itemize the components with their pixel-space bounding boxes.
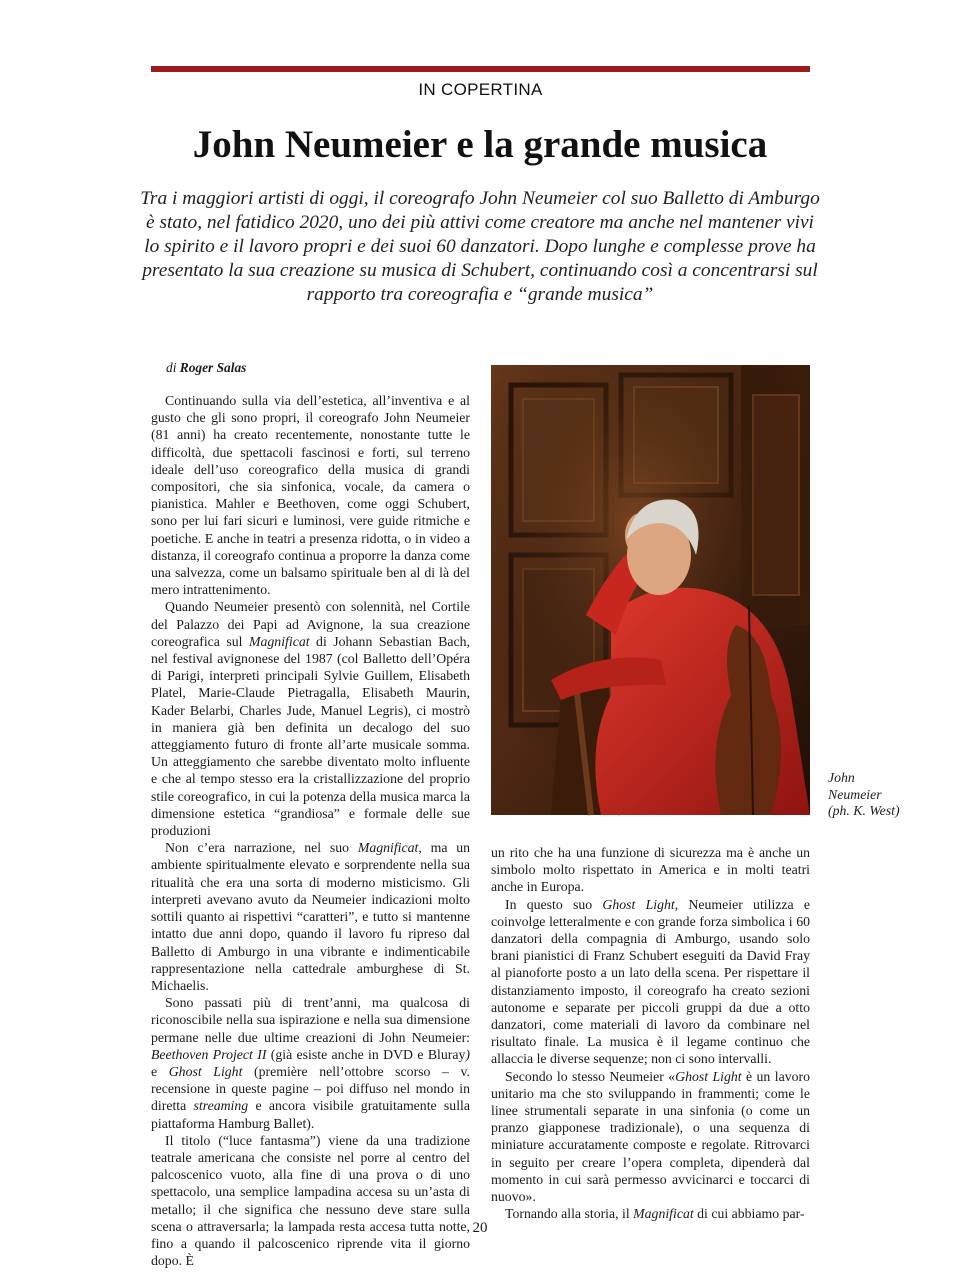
article-title: John Neumeier e la grande musica bbox=[192, 123, 768, 166]
caption-line: (ph. K. West) bbox=[828, 803, 900, 818]
header-rule bbox=[151, 66, 810, 72]
byline-prefix: di bbox=[166, 360, 177, 375]
paragraph: Tornando alla storia, il Magnificat di cui abbiamo par- bbox=[505, 1206, 805, 1222]
right-column bbox=[491, 844, 811, 1222]
left-column bbox=[151, 392, 471, 1269]
paragraph: Non c’era narrazione, nel suo Magnificat, ma un ambiente spiritualmente elevato e sorprendente nella sua ritualità che era una sorta di moderno misticismo. Gli interpreti avevano avuto da Neumeier indicazioni molto sottili quanto ai rispettivi “caratteri”, e tutto si mantenne intatto due anni dopo, quando il lavoro fu ripreso dal Balletto di Amburgo in una vibrante e indimenticabile rappresentazione nella cattedrale amburghese di St. Michaelis. bbox=[151, 840, 471, 993]
section-label: IN COPERTINA bbox=[418, 80, 543, 99]
portrait-illustration bbox=[491, 365, 810, 815]
article-standfirst: Tra i maggiori artisti di oggi, il coreografo John Neumeier col suo Balletto di Amburgo è stato, nel fatidico 2020, uno dei più attivi come creatore ma anche nel mantener vivi lo spirito e il lavoro propri e dei suoi 60 danzatori. Dopo lunghe e complesse prove ha presentato la sua creazione su musica di Schubert, continuando così a concentrarsi sul rapporto tra coreografia e “grande musica” bbox=[140, 188, 820, 305]
portrait-photo bbox=[491, 365, 810, 815]
paragraph: Continuando sulla via dell’estetica, all’inventiva e al gusto che gli sono propri, il coreografo John Neumeier (81 anni) ha creato recentemente, nonostante tutte le difficoltà, due spettacoli fascinosi e forti, sul terreno ideale dell’uso coreografico della musica di grandi compositori, che sia sinfonica, vocale, da camera o pianistica. Mahler e Beethoven, come oggi Schubert, sono per lui fari sicuri e luminosi, vere guide ritmiche e poetiche. E anche in teatri a presenza ridotta, o in video a distanza, il coreografo continua a proporre la danza come una salvezza, come un balsamo spirituale ben al di là del mero intrattenimento. bbox=[151, 393, 470, 598]
paragraph: Il titolo (“luce fantasma”) viene da una tradizione teatrale americana che consiste nel porre al centro del palcoscenico vuoto, alla fine di una prova o di uno spettacolo, una semplice lampadina accesa su un’asta di metallo; il che significa che nessuno deve stare sulla scena o attraversarla; la lampada resta accesa tutta notte, fino a quando il palcoscenico riprende vita il giorno dopo. È bbox=[151, 1132, 470, 1269]
paragraph: Quando Neumeier presentò con solennità, nel Cortile del Palazzo dei Papi ad Avignone, la sua creazione coreografica sul Magnificat di Johann Sebastian Bach, nel festival avignonese del 1987 (col Balletto dell’Opéra di Parigi, interpreti principali Sylvie Guillem, Elisabeth Platel, Marie-Claude Pietragalla, Elisabeth Maurin, Kader Belarbi, Charles Jude, Manuel Legris), ci mostrò in maniera già ben definita un decalogo del suo atteggiamento futuro di fronte all’arte musicale somma. Un atteggiamento che sarebbe diventato molto influente e che al tempo stesso era la cristallizzazione del proprio stile coreografico, in cui la potenza della musica marca la dimensione estetica “grandiosa” e formale delle sue produzioni bbox=[151, 599, 470, 839]
byline bbox=[166, 360, 246, 376]
byline-author: Roger Salas bbox=[179, 360, 247, 375]
paragraph: Secondo lo stesso Neumeier «Ghost Light è un lavoro unitario ma che sto sviluppando in frammenti; come le linee strumentali separate in una sinfonia (o come un pranzo giapponese tradizionale), o una sequenza di miniature accuratamente composte e regolate. Ritrovarci in seguito per creare l’opera completa, dipenderà dal momento in cui sarà permesso avvicinarci e toccarci di nuovo». bbox=[491, 1068, 810, 1205]
caption-line: John bbox=[828, 770, 855, 785]
photo-caption bbox=[828, 770, 938, 820]
paragraph: Sono passati più di trent’anni, ma qualcosa di riconoscibile nella sua ispirazione e nella sua dimensione permane nelle due ultime creazioni di John Neumeier: Beethoven Project II (già esiste anche in DVD e Bluray) e Ghost Light (première nell’ottobre scorso – v. recensione in queste pagine – poi diffuso nel mondo in diretta streaming e ancora visibile gratuitamente sulla piattaforma Hamburg Ballet). bbox=[151, 995, 470, 1131]
paragraph: In questo suo Ghost Light, Neumeier utilizza e coinvolge letteralmente e con grande forza simbolica i 60 danzatori della compagnia di Amburgo, usando solo brani pianistici di Franz Schubert eseguiti da David Fray al pianoforte posto a un lato della scena. Per rispettare il distanziamento imposto, il coreografo ha creato sezioni autonome e separate per piccoli gruppi da due a otto danzatori, come materiali di lavoro da combinare nel risultato finale. La musica è il legame continuo che allaccia le diverse sequenze; non ci sono intervalli. bbox=[491, 896, 811, 1067]
caption-line: Neumeier bbox=[828, 786, 882, 802]
paragraph: un rito che ha una funzione di sicurezza ma è anche un simbolo molto rispettato in America e in molti teatri anche in Europa. bbox=[491, 845, 810, 895]
page-number: 20 bbox=[472, 1220, 488, 1236]
